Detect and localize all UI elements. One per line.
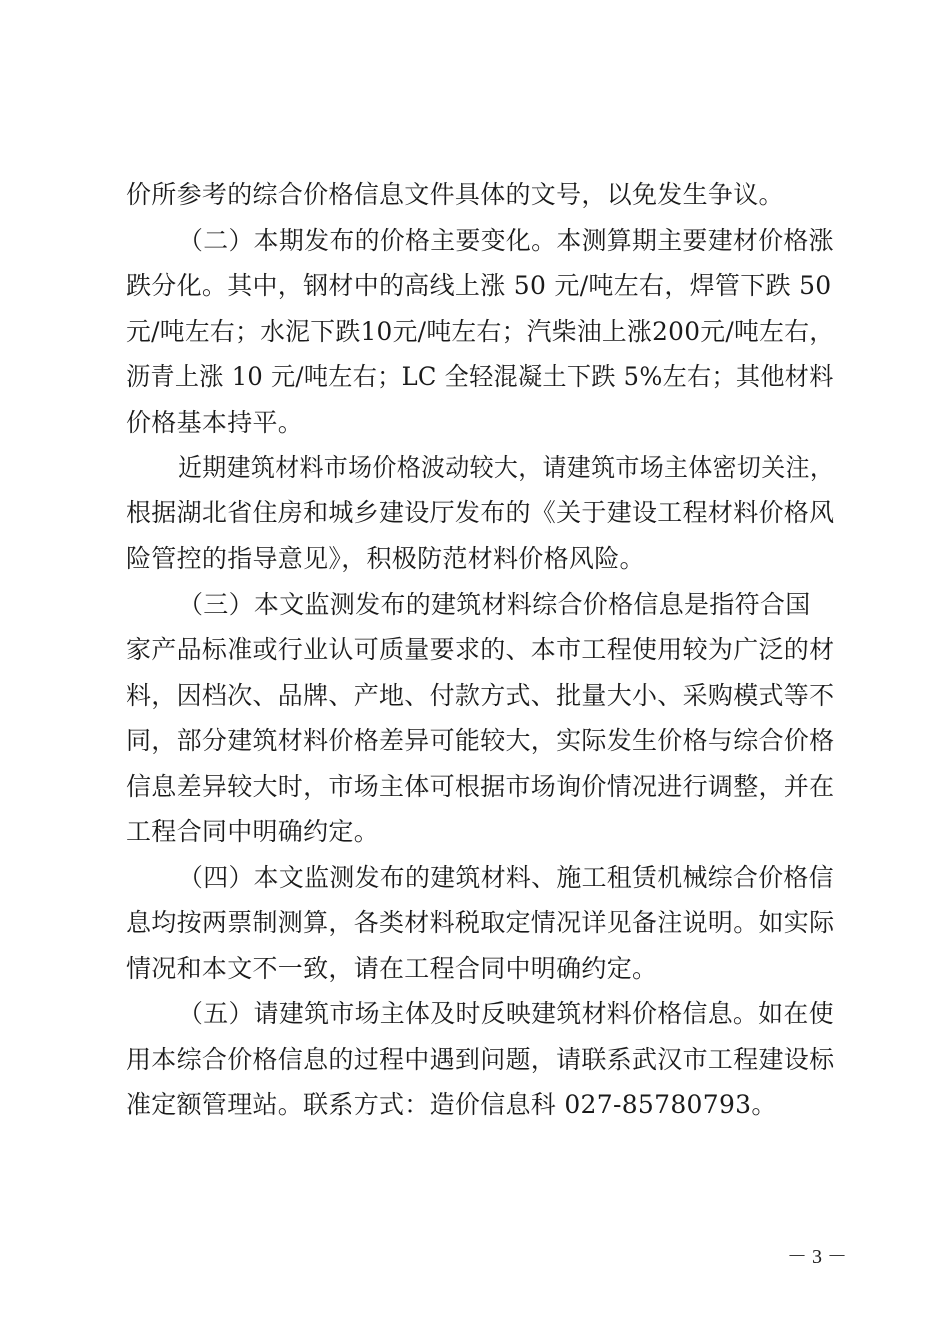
text-line: 险管控的指导意见》，积极防范材料价格风险。 <box>126 544 645 573</box>
text-line: 价格基本持平。 <box>126 408 304 437</box>
text-line: 料，因档次、品牌、产地、付款方式、批量大小、采购模式等不 <box>126 681 835 710</box>
text-line: 同，部分建筑材料价格差异可能较大，实际发生价格与综合价格 <box>126 726 835 755</box>
text-line: 信息差异较大时，市场主体可根据市场询价情况进行调整，并在 <box>126 772 835 801</box>
text-line: 情况和本文不一致，请在工程合同中明确约定。 <box>126 954 658 983</box>
text-line: （二）本期发布的价格主要变化。本测算期主要建材价格涨 <box>178 226 834 255</box>
text-line: 用本综合价格信息的过程中遇到问题，请联系武汉市工程建设标 <box>126 1045 835 1074</box>
text-line: 沥青上涨 10 元/吨左右；LC 全轻混凝土下跌 5%左右；其他材料 <box>126 362 834 391</box>
text-line: 近期建筑材料市场价格波动较大，请建筑市场主体密切关注， <box>178 453 835 482</box>
text-line: 工程合同中明确约定。 <box>126 817 380 846</box>
text-line: 准定额管理站。联系方式：造价信息科 027-85780793。 <box>126 1090 777 1119</box>
text-line: 价所参考的综合价格信息文件具体的文号，以免发生争议。 <box>126 180 784 209</box>
text-line: （四）本文监测发布的建筑材料、施工租赁机械综合价格信 <box>178 863 834 892</box>
text-line: （五）请建筑市场主体及时反映建筑材料价格信息。如在使 <box>178 999 834 1028</box>
text-line: 跌分化。其中，钢材中的高线上涨 50 元/吨左右，焊管下跌 50 <box>126 271 832 300</box>
page-number: － 3 － <box>787 1246 847 1268</box>
text-line: （三）本文监测发布的建筑材料综合价格信息是指符合国 <box>178 590 811 619</box>
text-line: 家产品标准或行业认可质量要求的、本市工程使用较为广泛的材 <box>126 635 835 664</box>
text-line: 息均按两票制测算，各类材料税取定情况详见备注说明。如实际 <box>126 908 835 937</box>
text-line: 元/吨左右；水泥下跌10元/吨左右；汽柴油上涨200元/吨左右， <box>126 317 835 346</box>
text-line: 根据湖北省住房和城乡建设厅发布的《关于建设工程材料价格风 <box>126 498 835 527</box>
